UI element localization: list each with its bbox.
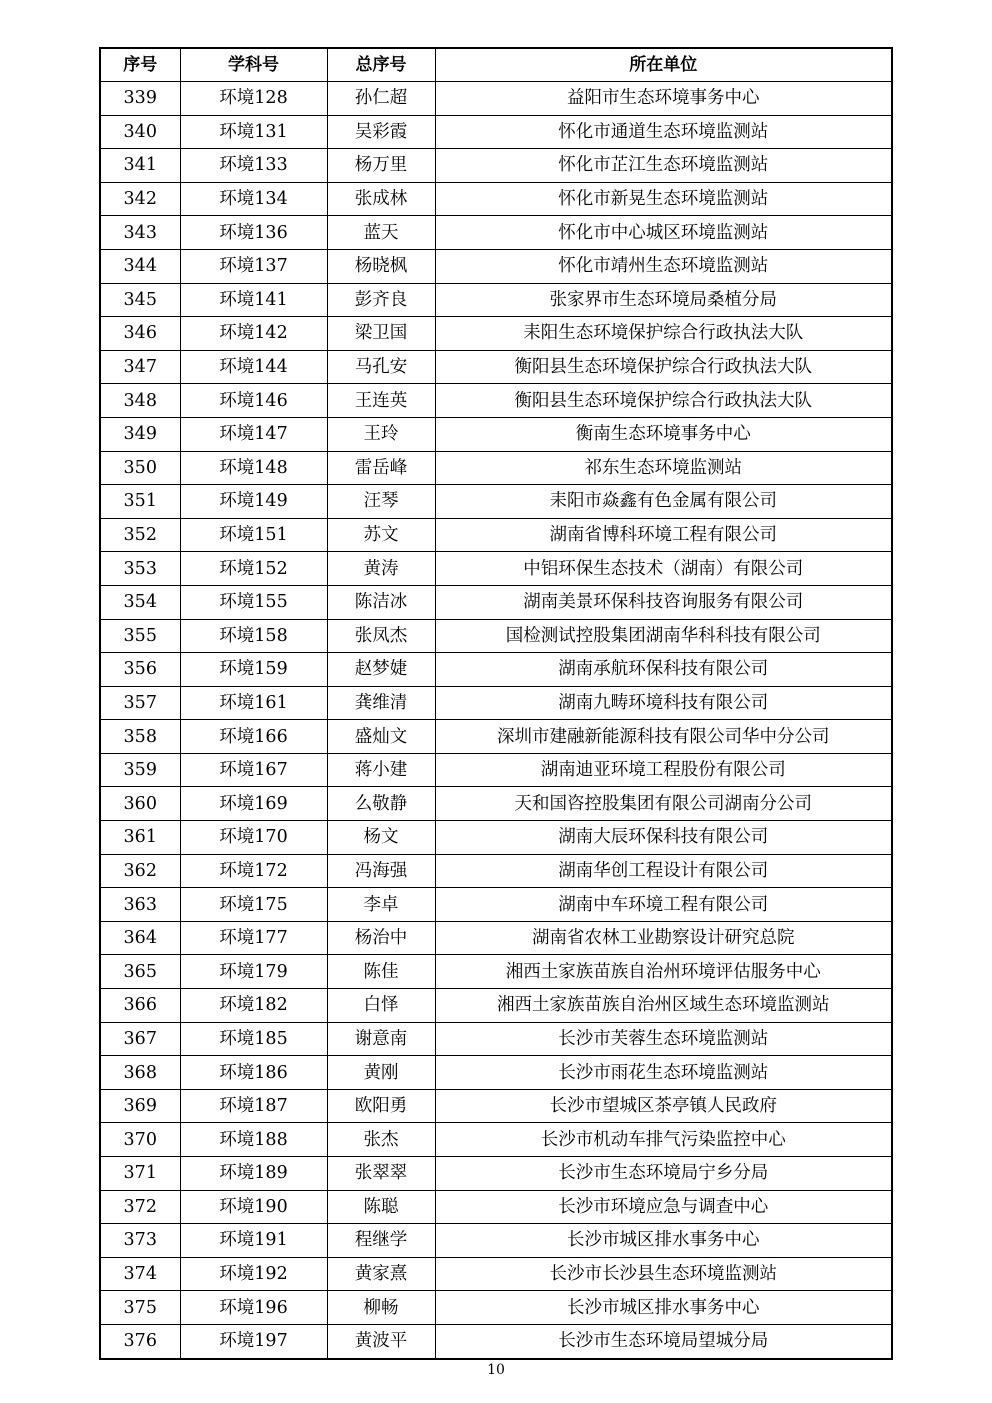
- name-cell: 黄刚: [327, 1056, 435, 1090]
- subject-number-cell: 环境191: [180, 1224, 327, 1258]
- table-row: [100, 552, 892, 586]
- organization-cell: 衡阳县生态环境保护综合行政执法大队: [435, 350, 892, 384]
- name-cell: 王连英: [327, 384, 435, 418]
- name-cell: 黄涛: [327, 552, 435, 586]
- subject-number-cell: 环境149: [180, 485, 327, 519]
- table-row: [100, 350, 892, 384]
- table-body: [100, 82, 892, 1359]
- organization-cell: 长沙市城区排水事务中心: [435, 1224, 892, 1258]
- organization-cell: 国检测试控股集团湖南华科科技有限公司: [435, 619, 892, 653]
- serial-number-cell: 373: [100, 1224, 180, 1258]
- name-cell: 王玲: [327, 417, 435, 451]
- organization-cell: 衡阳县生态环境保护综合行政执法大队: [435, 384, 892, 418]
- organization-cell: 湖南省农林工业勘察设计研究总院: [435, 921, 892, 955]
- organization-cell: 湖南迪亚环境工程股份有限公司: [435, 753, 892, 787]
- table-row: [100, 485, 892, 519]
- name-cell: 雷岳峰: [327, 451, 435, 485]
- table-row: [100, 1291, 892, 1325]
- header-total-number: 总序号: [327, 48, 435, 82]
- subject-number-cell: 环境197: [180, 1324, 327, 1358]
- organization-cell: 湘西土家族苗族自治州环境评估服务中心: [435, 955, 892, 989]
- subject-number-cell: 环境155: [180, 585, 327, 619]
- subject-number-cell: 环境161: [180, 686, 327, 720]
- organization-cell: 长沙市芙蓉生态环境监测站: [435, 1022, 892, 1056]
- serial-number-cell: 341: [100, 149, 180, 183]
- roster-table: [99, 47, 893, 1360]
- serial-number-cell: 375: [100, 1291, 180, 1325]
- subject-number-cell: 环境134: [180, 182, 327, 216]
- name-cell: 马孔安: [327, 350, 435, 384]
- serial-number-cell: 346: [100, 317, 180, 351]
- table-row: [100, 451, 892, 485]
- name-cell: 张成林: [327, 182, 435, 216]
- subject-number-cell: 环境192: [180, 1257, 327, 1291]
- organization-cell: 湖南承航环保科技有限公司: [435, 653, 892, 687]
- organization-cell: 长沙市望城区茶亭镇人民政府: [435, 1089, 892, 1123]
- subject-number-cell: 环境189: [180, 1157, 327, 1191]
- name-cell: 张翠翠: [327, 1157, 435, 1191]
- subject-number-cell: 环境179: [180, 955, 327, 989]
- subject-number-cell: 环境188: [180, 1123, 327, 1157]
- serial-number-cell: 353: [100, 552, 180, 586]
- subject-number-cell: 环境133: [180, 149, 327, 183]
- page-number: 10: [487, 1362, 505, 1378]
- serial-number-cell: 369: [100, 1089, 180, 1123]
- subject-number-cell: 环境141: [180, 283, 327, 317]
- name-cell: 梁卫国: [327, 317, 435, 351]
- subject-number-cell: 环境187: [180, 1089, 327, 1123]
- name-cell: 杨治中: [327, 921, 435, 955]
- subject-number-cell: 环境190: [180, 1190, 327, 1224]
- table-row: [100, 821, 892, 855]
- serial-number-cell: 371: [100, 1157, 180, 1191]
- table-row: [100, 149, 892, 183]
- table-row: [100, 1224, 892, 1258]
- serial-number-cell: 376: [100, 1324, 180, 1358]
- table-row: [100, 1190, 892, 1224]
- organization-cell: 耒阳生态环境保护综合行政执法大队: [435, 317, 892, 351]
- name-cell: 程继学: [327, 1224, 435, 1258]
- organization-cell: 长沙市机动车排气污染监控中心: [435, 1123, 892, 1157]
- name-cell: 杨晓枫: [327, 249, 435, 283]
- organization-cell: 中铝环保生态技术（湖南）有限公司: [435, 552, 892, 586]
- table-row: [100, 753, 892, 787]
- name-cell: 冯海强: [327, 854, 435, 888]
- serial-number-cell: 349: [100, 417, 180, 451]
- table-row: [100, 921, 892, 955]
- table-row: [100, 955, 892, 989]
- organization-cell: 怀化市新晃生态环境监测站: [435, 182, 892, 216]
- table-row: [100, 989, 892, 1023]
- subject-number-cell: 环境146: [180, 384, 327, 418]
- organization-cell: 湘西土家族苗族自治州区域生态环境监测站: [435, 989, 892, 1023]
- name-cell: 黄波平: [327, 1324, 435, 1358]
- organization-cell: 湖南美景环保科技咨询服务有限公司: [435, 585, 892, 619]
- subject-number-cell: 环境177: [180, 921, 327, 955]
- table-row: [100, 787, 892, 821]
- name-cell: 杨文: [327, 821, 435, 855]
- table-row: [100, 619, 892, 653]
- subject-number-cell: 环境152: [180, 552, 327, 586]
- organization-cell: 怀化市芷江生态环境监测站: [435, 149, 892, 183]
- subject-number-cell: 环境186: [180, 1056, 327, 1090]
- table-row: [100, 317, 892, 351]
- serial-number-cell: 363: [100, 888, 180, 922]
- organization-cell: 怀化市通道生态环境监测站: [435, 115, 892, 149]
- serial-number-cell: 351: [100, 485, 180, 519]
- name-cell: 苏文: [327, 518, 435, 552]
- name-cell: 陈聪: [327, 1190, 435, 1224]
- table-row: [100, 1324, 892, 1358]
- name-cell: 张杰: [327, 1123, 435, 1157]
- subject-number-cell: 环境167: [180, 753, 327, 787]
- subject-number-cell: 环境147: [180, 417, 327, 451]
- organization-cell: 天和国咨控股集团有限公司湖南分公司: [435, 787, 892, 821]
- table-row: [100, 384, 892, 418]
- table-row: [100, 249, 892, 283]
- name-cell: 么敬静: [327, 787, 435, 821]
- name-cell: 陈洁冰: [327, 585, 435, 619]
- serial-number-cell: 361: [100, 821, 180, 855]
- subject-number-cell: 环境148: [180, 451, 327, 485]
- subject-number-cell: 环境170: [180, 821, 327, 855]
- header-row: [100, 48, 892, 82]
- organization-cell: 湖南华创工程设计有限公司: [435, 854, 892, 888]
- subject-number-cell: 环境182: [180, 989, 327, 1023]
- serial-number-cell: 352: [100, 518, 180, 552]
- subject-number-cell: 环境196: [180, 1291, 327, 1325]
- serial-number-cell: 367: [100, 1022, 180, 1056]
- serial-number-cell: 370: [100, 1123, 180, 1157]
- subject-number-cell: 环境159: [180, 653, 327, 687]
- serial-number-cell: 357: [100, 686, 180, 720]
- header-subject-number: 学科号: [180, 48, 327, 82]
- table-row: [100, 854, 892, 888]
- serial-number-cell: 374: [100, 1257, 180, 1291]
- name-cell: 蒋小建: [327, 753, 435, 787]
- organization-cell: 张家界市生态环境局桑植分局: [435, 283, 892, 317]
- name-cell: 柳畅: [327, 1291, 435, 1325]
- subject-number-cell: 环境158: [180, 619, 327, 653]
- subject-number-cell: 环境185: [180, 1022, 327, 1056]
- subject-number-cell: 环境175: [180, 888, 327, 922]
- header-organization: 所在单位: [435, 48, 892, 82]
- table-row: [100, 686, 892, 720]
- name-cell: 杨万里: [327, 149, 435, 183]
- subject-number-cell: 环境166: [180, 720, 327, 754]
- serial-number-cell: 350: [100, 451, 180, 485]
- serial-number-cell: 359: [100, 753, 180, 787]
- table-row: [100, 518, 892, 552]
- serial-number-cell: 343: [100, 216, 180, 250]
- table-row: [100, 1056, 892, 1090]
- name-cell: 彭齐良: [327, 283, 435, 317]
- table-row: [100, 182, 892, 216]
- serial-number-cell: 340: [100, 115, 180, 149]
- subject-number-cell: 环境128: [180, 82, 327, 116]
- serial-number-cell: 342: [100, 182, 180, 216]
- subject-number-cell: 环境144: [180, 350, 327, 384]
- table-header: [100, 48, 892, 82]
- subject-number-cell: 环境142: [180, 317, 327, 351]
- subject-number-cell: 环境131: [180, 115, 327, 149]
- name-cell: 黄家熹: [327, 1257, 435, 1291]
- organization-cell: 湖南大辰环保科技有限公司: [435, 821, 892, 855]
- serial-number-cell: 372: [100, 1190, 180, 1224]
- organization-cell: 耒阳市焱鑫有色金属有限公司: [435, 485, 892, 519]
- name-cell: 欧阳勇: [327, 1089, 435, 1123]
- serial-number-cell: 364: [100, 921, 180, 955]
- table-row: [100, 115, 892, 149]
- organization-cell: 长沙市生态环境局望城分局: [435, 1324, 892, 1358]
- table-row: [100, 1157, 892, 1191]
- serial-number-cell: 347: [100, 350, 180, 384]
- table-row: [100, 1257, 892, 1291]
- subject-number-cell: 环境151: [180, 518, 327, 552]
- organization-cell: 长沙市雨花生态环境监测站: [435, 1056, 892, 1090]
- serial-number-cell: 362: [100, 854, 180, 888]
- organization-cell: 湖南中车环境工程有限公司: [435, 888, 892, 922]
- name-cell: 谢意南: [327, 1022, 435, 1056]
- organization-cell: 深圳市建融新能源科技有限公司华中分公司: [435, 720, 892, 754]
- organization-cell: 长沙市生态环境局宁乡分局: [435, 1157, 892, 1191]
- table-row: [100, 216, 892, 250]
- serial-number-cell: 344: [100, 249, 180, 283]
- table-row: [100, 1089, 892, 1123]
- table-row: [100, 888, 892, 922]
- serial-number-cell: 360: [100, 787, 180, 821]
- name-cell: 陈佳: [327, 955, 435, 989]
- serial-number-cell: 354: [100, 585, 180, 619]
- serial-number-cell: 366: [100, 989, 180, 1023]
- organization-cell: 怀化市靖州生态环境监测站: [435, 249, 892, 283]
- serial-number-cell: 365: [100, 955, 180, 989]
- organization-cell: 湖南省博科环境工程有限公司: [435, 518, 892, 552]
- organization-cell: 祁东生态环境监测站: [435, 451, 892, 485]
- header-serial-number: 序号: [100, 48, 180, 82]
- name-cell: 白怿: [327, 989, 435, 1023]
- name-cell: 赵梦婕: [327, 653, 435, 687]
- name-cell: 汪琴: [327, 485, 435, 519]
- organization-cell: 益阳市生态环境事务中心: [435, 82, 892, 116]
- table-row: [100, 82, 892, 116]
- serial-number-cell: 358: [100, 720, 180, 754]
- table-row: [100, 1123, 892, 1157]
- serial-number-cell: 356: [100, 653, 180, 687]
- organization-cell: 长沙市环境应急与调查中心: [435, 1190, 892, 1224]
- organization-cell: 长沙市长沙县生态环境监测站: [435, 1257, 892, 1291]
- table-row: [100, 585, 892, 619]
- name-cell: 盛灿文: [327, 720, 435, 754]
- serial-number-cell: 355: [100, 619, 180, 653]
- table-row: [100, 1022, 892, 1056]
- serial-number-cell: 368: [100, 1056, 180, 1090]
- table-row: [100, 417, 892, 451]
- subject-number-cell: 环境169: [180, 787, 327, 821]
- name-cell: 孙仁超: [327, 82, 435, 116]
- subject-number-cell: 环境137: [180, 249, 327, 283]
- organization-cell: 怀化市中心城区环境监测站: [435, 216, 892, 250]
- organization-cell: 湖南九畴环境科技有限公司: [435, 686, 892, 720]
- subject-number-cell: 环境136: [180, 216, 327, 250]
- name-cell: 张凤杰: [327, 619, 435, 653]
- name-cell: 蓝天: [327, 216, 435, 250]
- subject-number-cell: 环境172: [180, 854, 327, 888]
- table-row: [100, 283, 892, 317]
- name-cell: 吴彩霞: [327, 115, 435, 149]
- organization-cell: 长沙市城区排水事务中心: [435, 1291, 892, 1325]
- name-cell: 龚维清: [327, 686, 435, 720]
- name-cell: 李卓: [327, 888, 435, 922]
- table-row: [100, 653, 892, 687]
- serial-number-cell: 348: [100, 384, 180, 418]
- serial-number-cell: 345: [100, 283, 180, 317]
- organization-cell: 衡南生态环境事务中心: [435, 417, 892, 451]
- serial-number-cell: 339: [100, 82, 180, 116]
- table-row: [100, 720, 892, 754]
